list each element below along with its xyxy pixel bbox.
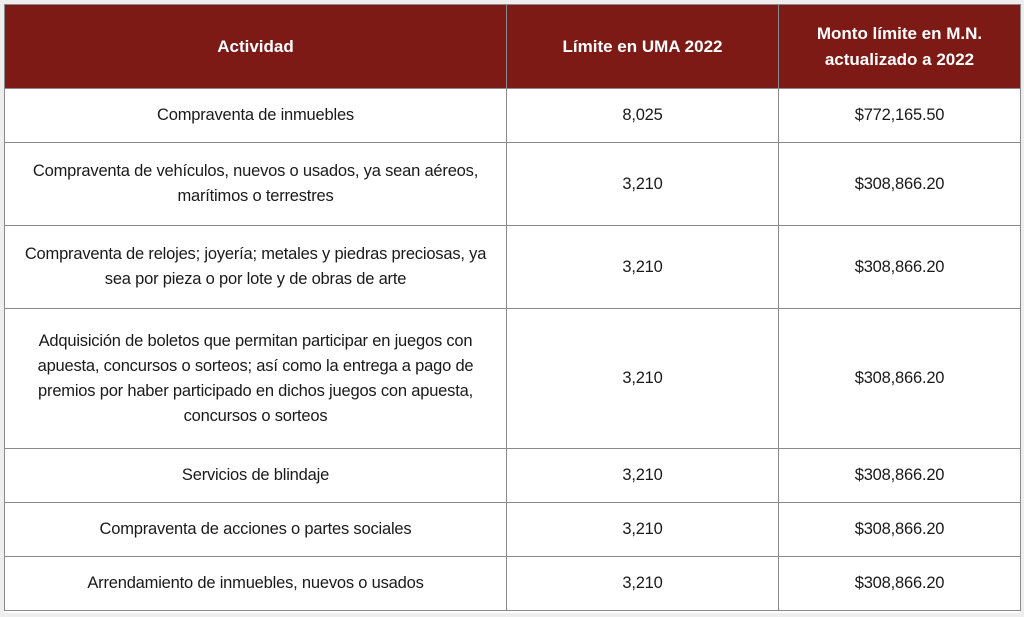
cell-limite-uma: 8,025 <box>507 89 779 143</box>
cell-monto-limite: $308,866.20 <box>779 449 1021 503</box>
header-limite-uma: Límite en UMA 2022 <box>507 5 779 89</box>
table-row <box>5 503 1021 557</box>
cell-monto-limite: $308,866.20 <box>779 503 1021 557</box>
cell-limite-uma: 3,210 <box>507 503 779 557</box>
cell-actividad: Compraventa de inmuebles <box>5 89 507 143</box>
cell-monto-limite: $308,866.20 <box>779 557 1021 611</box>
cell-limite-uma: 3,210 <box>507 557 779 611</box>
header-actividad: Actividad <box>5 5 507 89</box>
cell-actividad: Compraventa de relojes; joyería; metales y piedras preciosas, ya sea por pieza o por lote y de obras de arte <box>5 226 507 309</box>
cell-limite-uma: 3,210 <box>507 143 779 226</box>
cell-limite-uma: 3,210 <box>507 226 779 309</box>
table-row <box>5 449 1021 503</box>
cell-limite-uma: 3,210 <box>507 449 779 503</box>
cell-actividad: Arrendamiento de inmuebles, nuevos o usados <box>5 557 507 611</box>
table-row <box>5 226 1021 309</box>
cell-actividad: Compraventa de acciones o partes sociales <box>5 503 507 557</box>
cell-actividad: Servicios de blindaje <box>5 449 507 503</box>
cell-actividad: Adquisición de boletos que permitan participar en juegos con apuesta, concursos o sorteos; así como la entrega a pago de premios por haber participado en dichos juegos con apuesta, concursos o sorteos <box>5 309 507 449</box>
cell-monto-limite: $308,866.20 <box>779 143 1021 226</box>
table-row <box>5 557 1021 611</box>
table-row <box>5 309 1021 449</box>
cell-monto-limite: $772,165.50 <box>779 89 1021 143</box>
cell-monto-limite: $308,866.20 <box>779 309 1021 449</box>
table-header-row <box>5 5 1021 89</box>
table-row <box>5 143 1021 226</box>
cell-monto-limite: $308,866.20 <box>779 226 1021 309</box>
header-monto-limite: Monto límite en M.N. actualizado a 2022 <box>779 5 1021 89</box>
table-container <box>4 4 1020 613</box>
table-row <box>5 89 1021 143</box>
cell-limite-uma: 3,210 <box>507 309 779 449</box>
cell-actividad: Compraventa de vehículos, nuevos o usados, ya sean aéreos, marítimos o terrestres <box>5 143 507 226</box>
activity-limits-table <box>4 4 1021 611</box>
